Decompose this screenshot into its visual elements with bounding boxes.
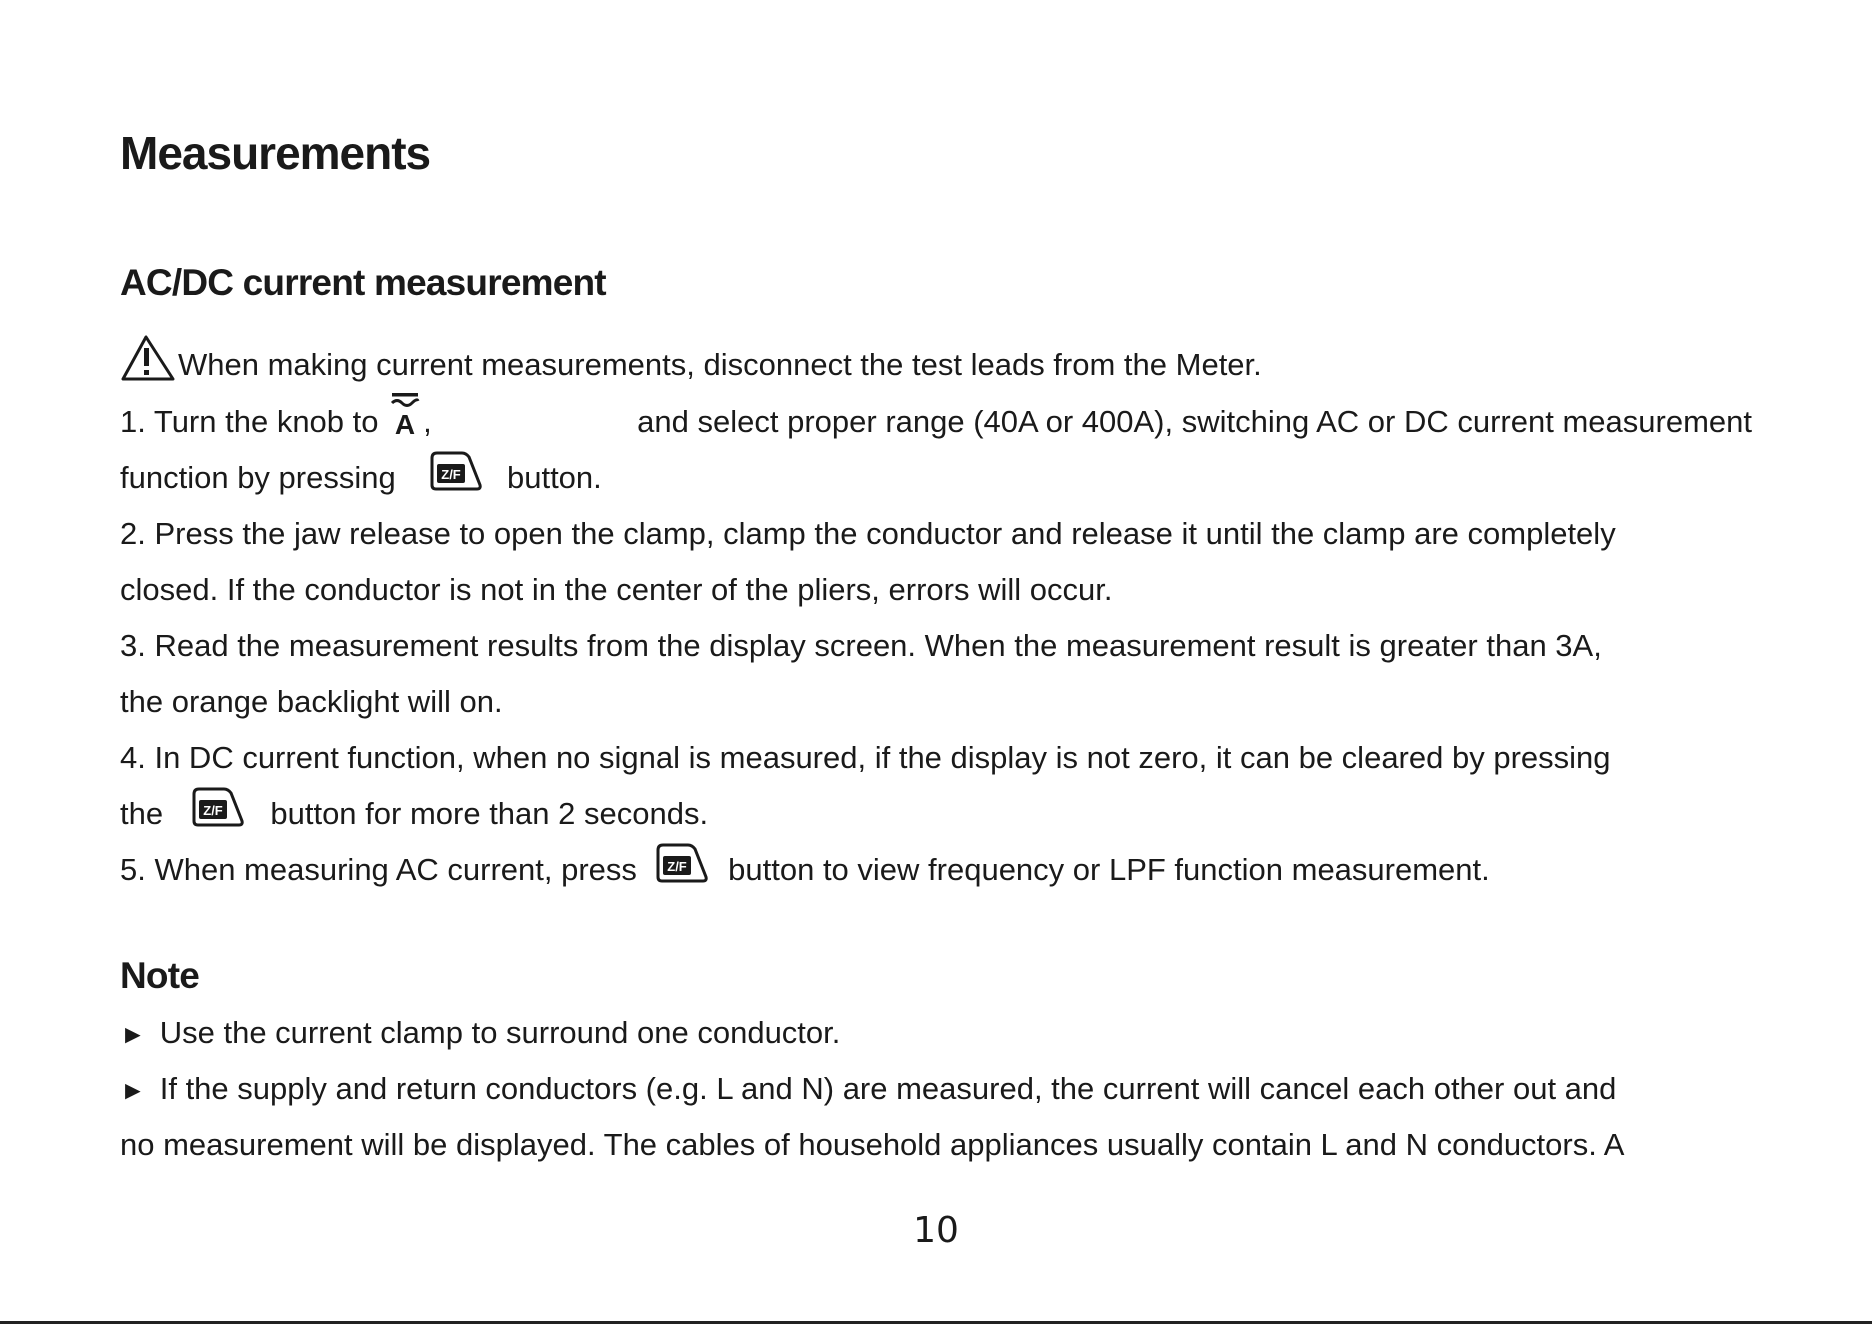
step1-line1 [120, 402, 1752, 446]
note2-text-1: If the supply and return conductors (e.g. L and N) are measured, the current will cancel each other out and [159, 1071, 1617, 1106]
step4-text-1: 4. In DC current function, when no signal is measured, if the display is not zero, it can be cleared by pressing [120, 740, 1611, 775]
step3-text-2: the orange backlight will on. [120, 684, 503, 719]
step3-line2 [120, 682, 1752, 722]
step4-line2 [120, 794, 1752, 838]
zif-label-2: Z/F [202, 803, 223, 818]
step1-mid: and select proper range (40A or 400A), switching AC or DC current measurement [637, 404, 1752, 439]
step4-text-b: button for more than 2 seconds. [270, 796, 709, 832]
note-item-1 [120, 1013, 1752, 1054]
zif-button-icon [190, 786, 246, 838]
step1-prefix: 1. Turn the knob to [120, 404, 379, 440]
warning-text: When making current measurements, disconnect the test leads from the Meter. [178, 347, 1262, 383]
section-heading: AC/DC current measurement [120, 262, 606, 303]
note2-text-2: no measurement will be displayed. The cables of household appliances usually contain L and N conductors. A [120, 1127, 1625, 1162]
step5-line [120, 850, 1752, 894]
step3-text-1: 3. Read the measurement results from the display screen. When the measurement result is greater than 3A, [120, 628, 1602, 663]
zif-button-icon [428, 450, 484, 502]
step1-line2-text-a: function by pressing [120, 460, 396, 496]
knob-symbol-label: A [395, 409, 416, 436]
zif-button-icon [654, 842, 710, 894]
step2-line2 [120, 570, 1752, 610]
step5-text-a: 5. When measuring AC current, press [120, 852, 637, 888]
warning-triangle-icon [120, 334, 178, 392]
note-item-2-cont [120, 1125, 1752, 1165]
bullet-arrow-icon: ► [120, 1075, 146, 1105]
step1-line2-text-b: button. [506, 460, 602, 496]
note-heading: Note [120, 955, 200, 996]
zif-label-3: Z/F [666, 859, 687, 874]
zif-label-1: Z/F [441, 467, 462, 482]
step1-comma: , [423, 404, 432, 440]
step2-text-2: closed. If the conductor is not in the center of the pliers, errors will occur. [120, 572, 1113, 607]
step5-text-b: button to view frequency or LPF function measurement. [728, 852, 1490, 888]
note-item-2 [120, 1069, 1752, 1110]
ac-dc-current-knob-icon [387, 390, 423, 446]
page-number: 10 [913, 1210, 959, 1251]
bullet-arrow-icon: ► [120, 1019, 146, 1049]
step3-line1 [120, 626, 1752, 666]
warning-line [120, 342, 1752, 392]
note1-text: Use the current clamp to surround one conductor. [159, 1015, 841, 1050]
page-title: Measurements [120, 127, 431, 179]
step2-line1 [120, 514, 1752, 554]
step4-text-a: the [120, 796, 164, 832]
step2-text-1: 2. Press the jaw release to open the clamp, clamp the conductor and release it until the clamp are completely [120, 516, 1616, 551]
step4-line1 [120, 738, 1752, 778]
step1-line2 [120, 458, 1752, 502]
